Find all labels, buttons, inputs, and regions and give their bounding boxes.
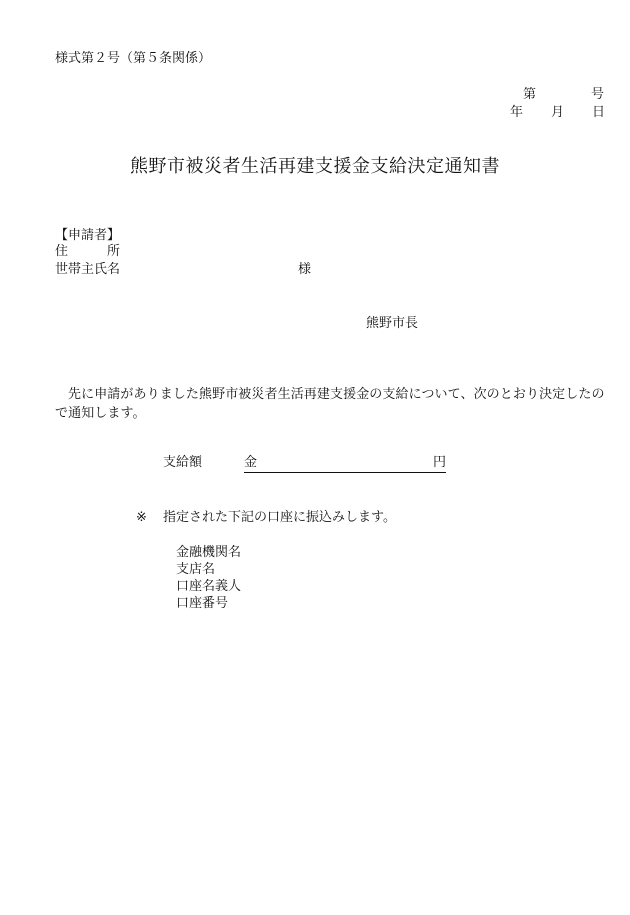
body-text: 先に申請がありました熊野市被災者生活再建支援金の支給について、次のとおり決定したので通知します。 (55, 387, 605, 421)
number-prefix: 第 (523, 87, 537, 102)
amount-prefix: 金 (244, 455, 258, 470)
bank-field-institution: 金融機関名 (176, 545, 242, 560)
amount-suffix: 円 (432, 455, 446, 470)
document-title: 熊野市被災者生活再建支援金支給決定通知書 (130, 156, 500, 177)
date-month: 月 (551, 105, 565, 120)
bank-field-holder: 口座名義人 (176, 579, 242, 594)
amount-field (244, 456, 446, 473)
sender-mayor: 熊野市長 (366, 316, 419, 331)
number-suffix: 号 (591, 87, 605, 102)
head-name-label: 世帯主氏名 (55, 262, 121, 277)
note-text: 指定された下記の口座に振込みします。 (163, 510, 396, 525)
form-id: 様式第２号（第５条関係） (55, 51, 212, 66)
amount-label: 支給額 (163, 455, 203, 470)
bank-field-number: 口座番号 (176, 596, 229, 611)
date-year: 年 (510, 105, 524, 120)
address-label-1: 住 (55, 244, 69, 259)
note-mark: ※ (136, 510, 147, 525)
applicant-heading: 【申請者】 (55, 228, 121, 243)
honorific: 様 (298, 262, 312, 277)
address-label-2: 所 (107, 244, 121, 259)
bank-field-list (176, 546, 241, 614)
bank-field-branch: 支店名 (176, 562, 216, 577)
date-day: 日 (592, 105, 606, 120)
